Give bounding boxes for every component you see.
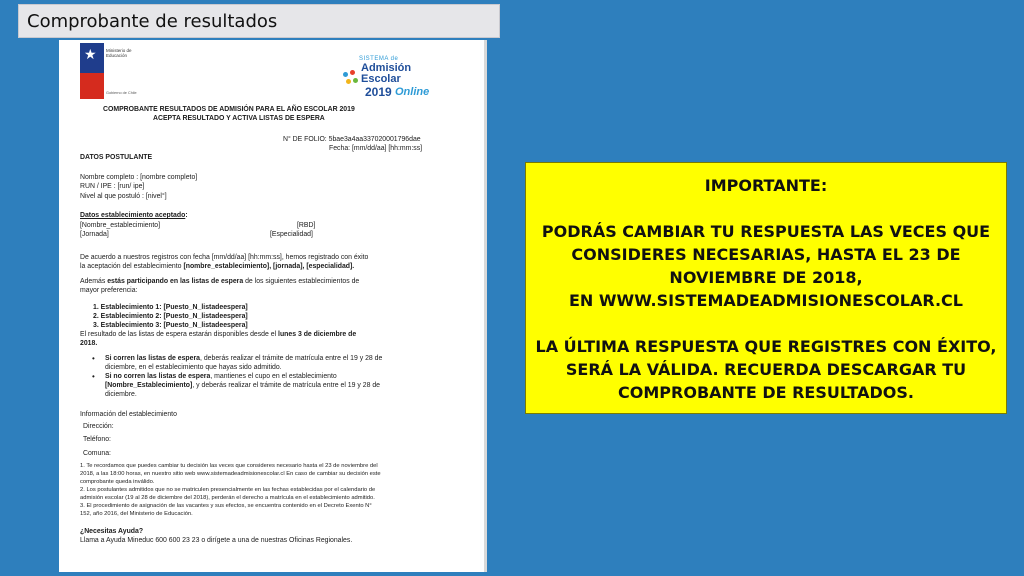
field-especialidad: [Especialidad] — [270, 231, 313, 238]
para-listas-line2: mayor preferencia: — [80, 287, 138, 294]
info-telefono: Teléfono: — [83, 436, 111, 443]
callout-heading: IMPORTANTE: — [704, 176, 828, 195]
help-title: ¿Necesitas Ayuda? — [80, 528, 144, 535]
bullet-2-line1: Si no corren las listas de espera, mantienes el cupo en el establecimiento — [105, 373, 337, 380]
ministry-logo-line1: Ministerio de — [106, 48, 132, 53]
logo-line1: SISTEMA de — [359, 56, 399, 62]
note-line-5: admisión escolar (19 al 28 de diciembre del 2018), perderán el derecho a matrícula en el establecimiento admitido. — [80, 495, 375, 501]
issue-date: Fecha: [mm/dd/aa] [hh:mm:ss] — [329, 145, 423, 152]
logo-line3: Escolar — [361, 73, 401, 85]
folio-number: N° DE FOLIO: 5bae3a4aa337020001796dae — [283, 136, 421, 143]
para-registro-line2: la aceptación del establecimiento [nombre_establecimiento], [jornada], [especialidad]. — [80, 263, 355, 270]
logo-line2: Admisión — [361, 62, 412, 74]
info-direccion: Dirección: — [83, 423, 114, 430]
logo-dots-icon — [341, 70, 359, 88]
result-date-line2: 2018. — [80, 340, 98, 347]
ministry-logo — [80, 43, 152, 99]
logo-tag: Online — [395, 86, 430, 98]
para-registro-line1: De acuerdo a nuestros registros con fecha [mm/dd/aa] [hh:mm:ss], hemos registrado con éxito — [80, 254, 369, 261]
callout-line-3: NOVIEMBRE DE 2018, — [669, 268, 863, 287]
doc-heading-2: ACEPTA RESULTADO Y ACTIVA LISTAS DE ESPERA — [153, 115, 325, 122]
callout-line-1: PODRÁS CAMBIAR TU RESPUESTA LAS VECES QUE — [541, 222, 991, 241]
info-title: Información del establecimiento — [80, 411, 177, 418]
ministry-logo-line2: Educación — [106, 53, 128, 58]
waitlist-item-1: 1. Establecimiento 1: [Puesto_N_listadeespera] — [93, 304, 248, 311]
bullet-1-line2: diciembre, en el establecimiento que hayas sido admitido. — [105, 364, 282, 371]
callout-line-7: COMPROBANTE DE RESULTADOS. — [618, 383, 914, 402]
waitlist-item-2: 2. Establecimiento 2: [Puesto_N_listadeespera] — [93, 313, 248, 320]
callout-line-5: LA ÚLTIMA RESPUESTA QUE REGISTRES CON ÉXITO, — [535, 337, 997, 356]
field-rbd: [RBD] — [297, 222, 316, 229]
star-icon: ★ — [84, 46, 97, 62]
note-line-3: comprobante queda inválido. — [80, 479, 155, 485]
section-title-postulante: DATOS POSTULANTE — [80, 154, 153, 161]
logo-year: 2019 — [365, 85, 392, 99]
note-line-4: 2. Los postulantes admitidos que no se matriculen presencialmente en las fechas establecidas por el calendario de — [80, 487, 376, 493]
bullet-2-line3: diciembre. — [105, 391, 137, 398]
waitlist-item-3: 3. Establecimiento 3: [Puesto_N_listadeespera] — [93, 322, 248, 329]
important-callout — [525, 162, 1007, 414]
admission-system-logo — [341, 56, 441, 102]
field-establecimiento-nombre: [Nombre_establecimiento] — [80, 222, 161, 229]
slide-title: Comprobante de resultados — [27, 11, 278, 32]
bullet-icon: • — [92, 372, 95, 381]
callout-line-6: SERÁ LA VÁLIDA. RECUERDA DESCARGAR TU — [565, 360, 967, 379]
ministry-logo-line3: Gobierno de Chile — [106, 91, 137, 95]
note-line-7: 152, año 2016, del Ministerio de Educación. — [80, 511, 193, 517]
bullet-2-line2: [Nombre_Establecimiento], y deberás realizar el trámite de matrícula entre el 19 y 28 de — [105, 382, 380, 389]
note-line-2: 2018, a las 18:00 horas, en nuestro sitio web www.sistemadeadmisionescolar.cl En caso de cambiar su decisión este — [80, 471, 381, 477]
bullet-icon: • — [92, 354, 95, 363]
note-line-1: 1. Te recordamos que puedes cambiar tu decisión las veces que consideres necesario hasta el 23 de noviembre del — [80, 463, 378, 469]
note-line-6: 3. El procedimiento de asignación de las vacantes y sus efectos, se encuentra contenido en el Decreto Exento N° — [80, 503, 372, 509]
page-edge — [484, 40, 487, 572]
result-receipt-document — [59, 40, 487, 572]
info-comuna: Comuna: — [83, 450, 111, 457]
field-jornada: [Jornada] — [80, 231, 109, 238]
section-title-establecimiento: Datos establecimiento aceptado: — [80, 212, 188, 219]
help-text: Llama a Ayuda Mineduc 600 600 23 23 o dirígete a una de nuestras Oficinas Regionales. — [80, 537, 353, 544]
bullet-1-line1: Si corren las listas de espera, deberás realizar el trámite de matrícula entre el 19 y 28 de — [105, 355, 383, 362]
slide-title-box — [18, 4, 500, 38]
field-nivel: Nivel al que postuló : [nivel°] — [80, 193, 167, 200]
result-date-line1: El resultado de las listas de espera estarán disponibles desde el lunes 3 de diciembre de — [80, 331, 357, 338]
para-listas-line1: Además estás participando en las listas de espera de los siguientes establecimientos de — [80, 278, 360, 285]
doc-heading-1: COMPROBANTE RESULTADOS DE ADMISIÓN PARA EL AÑO ESCOLAR 2019 — [103, 106, 355, 113]
callout-line-4: EN WWW.SISTEMADEADMISIONESCOLAR.CL — [569, 291, 963, 310]
field-run: RUN / IPE : [run/ ipe] — [80, 183, 145, 190]
callout-line-2: CONSIDERES NECESARIAS, HASTA EL 23 DE — [571, 245, 961, 264]
field-nombre: Nombre completo : [nombre completo] — [80, 174, 198, 181]
